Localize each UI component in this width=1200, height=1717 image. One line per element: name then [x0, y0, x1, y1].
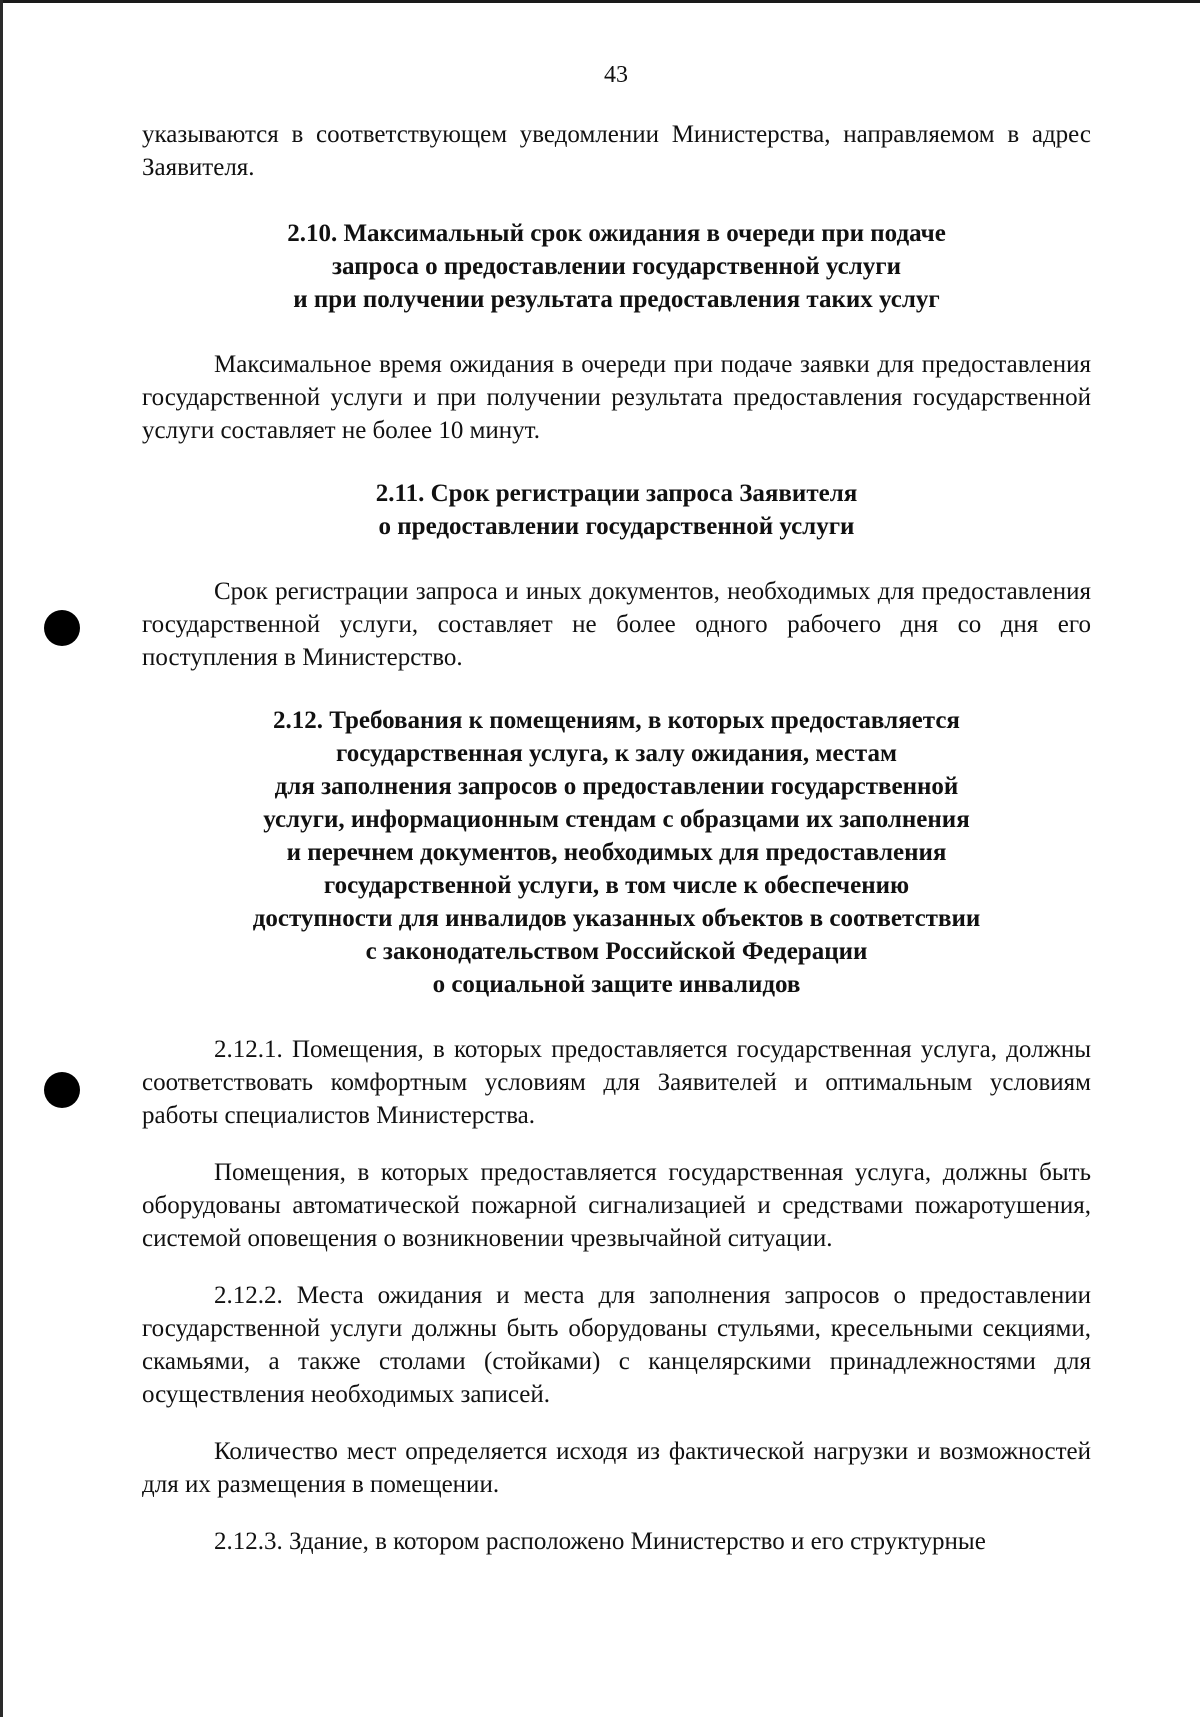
section-heading-2-10 [142, 217, 1091, 316]
scan-edge-top [0, 0, 1200, 3]
heading-line: 2.10. Максимальный срок ожидания в очереди при подаче [287, 220, 946, 247]
paragraph-2-12-3: 2.12.3. Здание, в котором расположено Министерство и его структурные [214, 1528, 986, 1555]
heading-line: запроса о предоставлении государственной услуги [331, 253, 902, 280]
page-number: 43 [604, 62, 628, 88]
section-heading-2-11 [142, 477, 1091, 543]
heading-line: для заполнения запросов о предоставлении государственной [274, 773, 959, 800]
paragraph-2-12-2: 2.12.2. Места ожидания и места для заполнения запросов о предоставлении государственной услуги должны быть оборудованы стульями, кресельными секциями, скамьями, а также столами (стойками) с канцелярскими принадлежностями для осуществления необходимых записей. [142, 1282, 1091, 1408]
heading-line: услуги, информационным стендам с образцами их заполнения [263, 806, 970, 833]
heading-line: государственная услуга, к залу ожидания, местам [336, 740, 897, 767]
scan-edge-left [0, 0, 3, 1717]
heading-line: и перечнем документов, необходимых для предоставления [286, 839, 947, 866]
heading-line: о предоставлении государственной услуги [378, 513, 855, 540]
paragraph-2-12-2-seats: Количество мест определяется исходя из фактической нагрузки и возможностей для их размещения в помещении. [142, 1438, 1091, 1498]
paragraph-continuation: указываются в соответствующем уведомлении Министерства, направляемом в адрес Заявителя. [142, 121, 1091, 181]
heading-line: и при получении результата предоставления таких услуг [293, 286, 940, 313]
heading-line: о социальной защите инвалидов [432, 971, 801, 998]
heading-line: государственной услуги, в том числе к обеспечению [323, 872, 910, 899]
paragraph-2-10: Максимальное время ожидания в очереди при подаче заявки для предоставления государственной услуги и при получении результата предоставления государственной услуги составляет не более 10 минут. [142, 351, 1091, 444]
document-body [142, 118, 1091, 1558]
section-heading-2-12 [142, 704, 1091, 1001]
heading-line: доступности для инвалидов указанных объектов в соответствии [252, 905, 981, 932]
paragraph-2-12-1: 2.12.1. Помещения, в которых предоставляется государственная услуга, должны соответствовать комфортным условиям для Заявителей и оптимальным условиям работы специалистов Министерства. [142, 1036, 1091, 1129]
punch-hole-mark [44, 1072, 80, 1108]
paragraph-2-12-1-fire-safety: Помещения, в которых предоставляется государственная услуга, должны быть оборудованы автоматической пожарной сигнализацией и средствами пожаротушения, системой оповещения о возникновении чрезвычайной ситуации. [142, 1159, 1091, 1252]
punch-hole-mark [44, 610, 80, 646]
heading-line: с законодательством Российской Федерации [365, 938, 868, 965]
heading-line: 2.11. Срок регистрации запроса Заявителя [375, 480, 858, 507]
heading-line: 2.12. Требования к помещениям, в которых предоставляется [273, 707, 960, 734]
paragraph-2-11: Срок регистрации запроса и иных документов, необходимых для предоставления государственной услуги, составляет не более одного рабочего дня со дня его поступления в Министерство. [142, 578, 1091, 671]
